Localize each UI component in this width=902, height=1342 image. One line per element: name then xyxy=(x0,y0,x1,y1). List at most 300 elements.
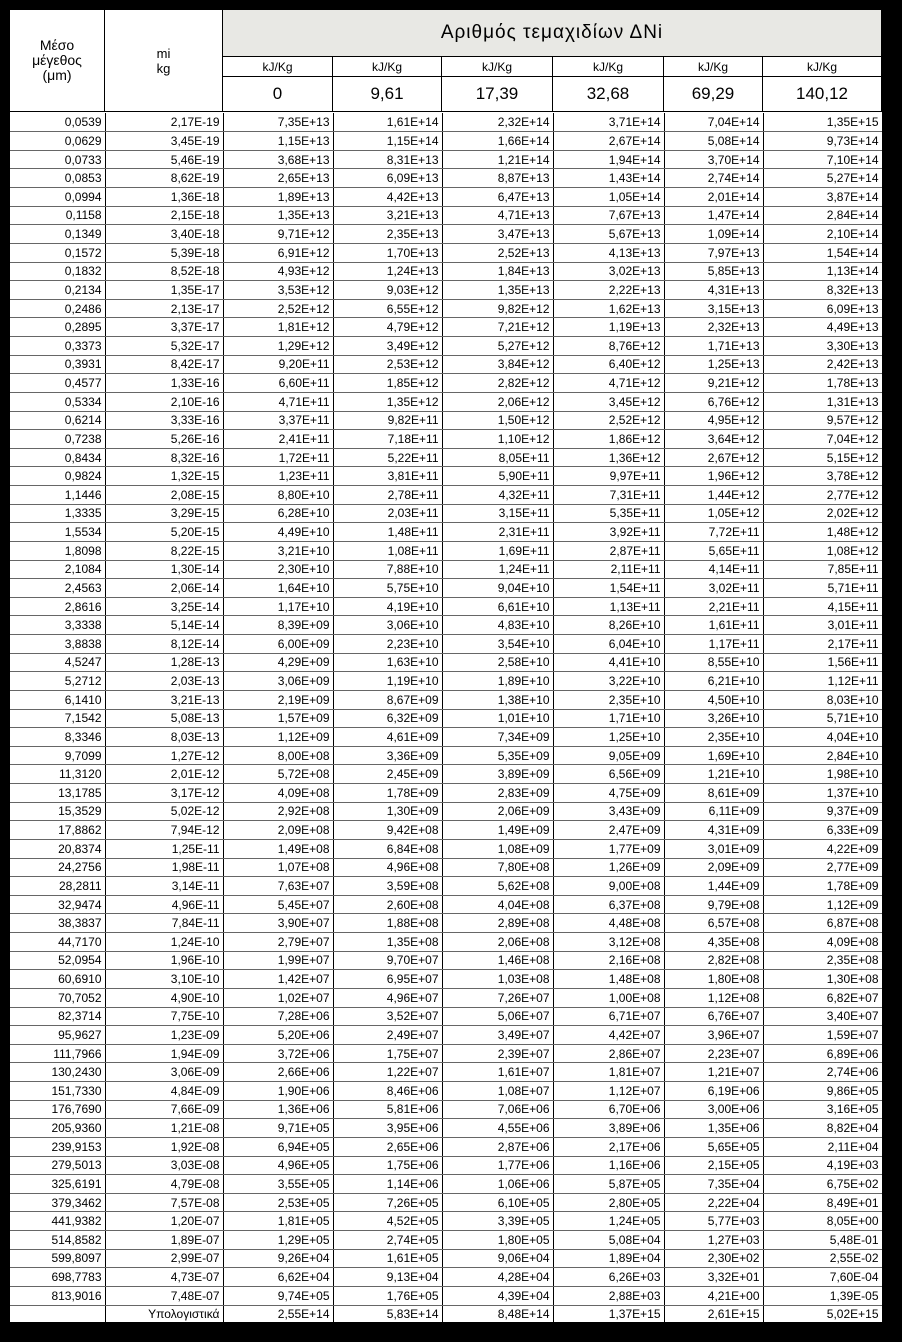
table-row xyxy=(10,970,882,989)
count-cell: 1,47E+14 xyxy=(664,206,763,225)
mass-cell: 2,99E-07 xyxy=(105,1249,223,1268)
count-cell: 9,06E+04 xyxy=(442,1249,553,1268)
count-cell: 6,21E+10 xyxy=(664,672,763,691)
table-row xyxy=(10,616,882,635)
table-row xyxy=(10,1082,882,1101)
count-cell: 2,06E+12 xyxy=(442,392,553,411)
table-row xyxy=(10,821,882,840)
size-cell: 2,4563 xyxy=(10,579,105,598)
mass-cell: 8,12E-14 xyxy=(105,635,223,654)
size-cell: 0,0733 xyxy=(10,150,105,169)
count-cell: 7,06E+06 xyxy=(442,1100,553,1119)
count-cell: 5,20E+06 xyxy=(223,1026,333,1045)
size-cell: 60,6910 xyxy=(10,970,105,989)
count-cell: 3,21E+13 xyxy=(333,206,442,225)
count-cell: 3,78E+12 xyxy=(763,467,882,486)
table-row xyxy=(10,951,882,970)
count-cell: 5,35E+11 xyxy=(553,504,664,523)
table-row xyxy=(10,1231,882,1250)
count-cell: 2,60E+08 xyxy=(333,895,442,914)
count-cell: 1,05E+14 xyxy=(553,188,664,207)
count-cell: 4,13E+13 xyxy=(553,243,664,262)
table-row xyxy=(10,113,882,132)
mass-cell: 8,62E-19 xyxy=(105,169,223,188)
count-cell: 4,49E+13 xyxy=(763,318,882,337)
count-cell: 2,09E+09 xyxy=(664,858,763,877)
mass-cell: 4,79E-08 xyxy=(105,1175,223,1194)
size-cell: 2,1084 xyxy=(10,560,105,579)
count-cell: 9,00E+08 xyxy=(553,877,664,896)
size-cell: 5,2712 xyxy=(10,672,105,691)
size-cell: 8,3346 xyxy=(10,728,105,747)
count-cell: 2,31E+11 xyxy=(442,523,553,542)
count-cell: 3,36E+09 xyxy=(333,746,442,765)
count-cell: 3,68E+13 xyxy=(223,150,333,169)
table-row xyxy=(10,858,882,877)
mass-cell: 2,06E-14 xyxy=(105,579,223,598)
size-cell: 0,2895 xyxy=(10,318,105,337)
size-cell: 279,5013 xyxy=(10,1156,105,1175)
count-cell: 1,59E+07 xyxy=(763,1026,882,1045)
count-cell: 4,95E+12 xyxy=(664,411,763,430)
count-cell: 3,49E+07 xyxy=(442,1026,553,1045)
particle-count-title: Αριθμός τεμαχιδίων ΔΝi xyxy=(223,10,882,57)
count-cell: 4,42E+07 xyxy=(553,1026,664,1045)
count-cell: 8,05E+11 xyxy=(442,448,553,467)
count-cell: 2,35E+10 xyxy=(664,728,763,747)
count-cell: 3,53E+12 xyxy=(223,281,333,300)
count-cell: 1,61E+07 xyxy=(442,1063,553,1082)
count-cell: 9,05E+09 xyxy=(553,746,664,765)
mass-cell: 7,48E-07 xyxy=(105,1286,223,1305)
count-cell: 1,27E+03 xyxy=(664,1231,763,1250)
table-row xyxy=(10,262,882,281)
count-cell: 2,11E+04 xyxy=(763,1137,882,1156)
size-cell: 151,7330 xyxy=(10,1082,105,1101)
count-cell: 9,71E+05 xyxy=(223,1119,333,1138)
count-cell: 6,47E+13 xyxy=(442,188,553,207)
size-cell: 205,9360 xyxy=(10,1119,105,1138)
count-cell: 5,48E-01 xyxy=(763,1231,882,1250)
size-cell: 70,7052 xyxy=(10,988,105,1007)
count-cell: 2,55E+14 xyxy=(223,1305,333,1322)
table-row xyxy=(10,355,882,374)
count-cell: 3,70E+14 xyxy=(664,150,763,169)
count-cell: 9,03E+12 xyxy=(333,281,442,300)
unit-label: kJ/Kg xyxy=(442,57,553,77)
table-row xyxy=(10,1156,882,1175)
size-cell: 95,9627 xyxy=(10,1026,105,1045)
count-cell: 1,25E+10 xyxy=(553,728,664,747)
count-cell: 9,57E+12 xyxy=(763,411,882,430)
count-cell: 1,78E+09 xyxy=(333,784,442,803)
count-cell: 7,04E+14 xyxy=(664,113,763,132)
count-cell: 6,09E+13 xyxy=(333,169,442,188)
size-cell: 379,3462 xyxy=(10,1193,105,1212)
count-cell: 7,97E+13 xyxy=(664,243,763,262)
count-cell: 2,21E+11 xyxy=(664,597,763,616)
count-cell: 3,12E+08 xyxy=(553,933,664,952)
count-cell: 2,11E+11 xyxy=(553,560,664,579)
count-cell: 6,62E+04 xyxy=(223,1268,333,1287)
count-cell: 6,75E+02 xyxy=(763,1175,882,1194)
count-cell: 2,32E+14 xyxy=(442,113,553,132)
count-cell: 1,24E+11 xyxy=(442,560,553,579)
count-cell: 2,03E+11 xyxy=(333,504,442,523)
count-cell: 7,28E+06 xyxy=(223,1007,333,1026)
table-row xyxy=(10,1268,882,1287)
count-cell: 2,17E+11 xyxy=(763,635,882,654)
count-cell: 1,13E+14 xyxy=(763,262,882,281)
count-cell: 1,35E+08 xyxy=(333,933,442,952)
table-row xyxy=(10,579,882,598)
mass-cell: 5,39E-18 xyxy=(105,243,223,262)
count-cell: 4,21E+00 xyxy=(664,1286,763,1305)
count-cell: 1,35E+12 xyxy=(333,392,442,411)
count-cell: 2,45E+09 xyxy=(333,765,442,784)
size-cell: 2,8616 xyxy=(10,597,105,616)
count-cell: 2,55E-02 xyxy=(763,1249,882,1268)
particle-count-table-sheet xyxy=(10,10,882,1322)
size-cell: 0,0994 xyxy=(10,188,105,207)
table-row xyxy=(10,709,882,728)
table-row xyxy=(10,281,882,300)
count-cell: 3,06E+09 xyxy=(223,672,333,691)
count-cell: 5,90E+11 xyxy=(442,467,553,486)
count-cell: 1,22E+07 xyxy=(333,1063,442,1082)
count-cell: 3,26E+10 xyxy=(664,709,763,728)
count-cell: 9,04E+10 xyxy=(442,579,553,598)
mass-cell: 1,98E-11 xyxy=(105,858,223,877)
mass-cell: Υπολογιστικά xyxy=(105,1305,223,1322)
size-cell: 239,9153 xyxy=(10,1137,105,1156)
table-row xyxy=(10,1063,882,1082)
count-cell: 5,08E+04 xyxy=(553,1231,664,1250)
size-cell: 0,8434 xyxy=(10,448,105,467)
count-cell: 7,26E+05 xyxy=(333,1193,442,1212)
count-cell: 2,09E+08 xyxy=(223,821,333,840)
count-cell: 1,69E+11 xyxy=(442,541,553,560)
count-cell: 4,61E+09 xyxy=(333,728,442,747)
count-cell: 2,61E+15 xyxy=(664,1305,763,1322)
count-cell: 8,03E+10 xyxy=(763,690,882,709)
mass-cell: 5,02E-12 xyxy=(105,802,223,821)
count-cell: 3,72E+06 xyxy=(223,1044,333,1063)
count-cell: 3,21E+10 xyxy=(223,541,333,560)
count-cell: 2,10E+14 xyxy=(763,225,882,244)
table-row xyxy=(10,467,882,486)
count-cell: 3,45E+12 xyxy=(553,392,664,411)
size-cell: 38,3837 xyxy=(10,914,105,933)
mass-cell: 3,29E-15 xyxy=(105,504,223,523)
table-row xyxy=(10,690,882,709)
size-cell: 0,6214 xyxy=(10,411,105,430)
size-cell: 698,7783 xyxy=(10,1268,105,1287)
mass-cell: 1,32E-15 xyxy=(105,467,223,486)
count-cell: 2,30E+02 xyxy=(664,1249,763,1268)
size-cell: 0,2486 xyxy=(10,299,105,318)
count-cell: 8,39E+09 xyxy=(223,616,333,635)
count-cell: 1,35E+13 xyxy=(223,206,333,225)
count-cell: 8,05E+00 xyxy=(763,1212,882,1231)
count-cell: 3,81E+11 xyxy=(333,467,442,486)
mass-cell: 2,17E-19 xyxy=(105,113,223,132)
count-cell: 2,41E+11 xyxy=(223,430,333,449)
count-cell: 3,87E+14 xyxy=(763,188,882,207)
count-cell: 2,02E+12 xyxy=(763,504,882,523)
count-cell: 1,16E+06 xyxy=(553,1156,664,1175)
mass-cell: 1,24E-10 xyxy=(105,933,223,952)
count-cell: 1,75E+06 xyxy=(333,1156,442,1175)
count-cell: 3,30E+13 xyxy=(763,337,882,356)
count-cell: 4,19E+10 xyxy=(333,597,442,616)
count-cell: 1,24E+05 xyxy=(553,1212,664,1231)
count-cell: 3,40E+07 xyxy=(763,1007,882,1026)
count-cell: 1,89E+04 xyxy=(553,1249,664,1268)
unit-label: kJ/Kg xyxy=(333,57,442,77)
count-cell: 9,74E+05 xyxy=(223,1286,333,1305)
table-row xyxy=(10,392,882,411)
count-cell: 5,62E+08 xyxy=(442,877,553,896)
count-cell: 5,72E+08 xyxy=(223,765,333,784)
mass-cell: 1,35E-17 xyxy=(105,281,223,300)
count-cell: 1,90E+06 xyxy=(223,1082,333,1101)
count-cell: 8,87E+13 xyxy=(442,169,553,188)
count-cell: 8,80E+10 xyxy=(223,486,333,505)
size-cell: 0,5334 xyxy=(10,392,105,411)
count-cell: 3,95E+06 xyxy=(333,1119,442,1138)
count-cell: 2,78E+11 xyxy=(333,486,442,505)
mass-cell: 8,22E-15 xyxy=(105,541,223,560)
table-row xyxy=(10,1119,882,1138)
count-cell: 1,66E+14 xyxy=(442,132,553,151)
table-row xyxy=(10,765,882,784)
count-cell: 3,96E+07 xyxy=(664,1026,763,1045)
table-row xyxy=(10,1175,882,1194)
size-cell: 44,7170 xyxy=(10,933,105,952)
count-cell: 1,35E+13 xyxy=(442,281,553,300)
count-cell: 1,89E+10 xyxy=(442,672,553,691)
count-cell: 2,65E+06 xyxy=(333,1137,442,1156)
count-cell: 3,16E+05 xyxy=(763,1100,882,1119)
count-cell: 2,67E+14 xyxy=(553,132,664,151)
count-cell: 1,29E+05 xyxy=(223,1231,333,1250)
count-cell: 4,09E+08 xyxy=(223,784,333,803)
size-cell: 0,2134 xyxy=(10,281,105,300)
count-cell: 1,75E+07 xyxy=(333,1044,442,1063)
count-cell: 4,52E+05 xyxy=(333,1212,442,1231)
count-cell: 1,69E+10 xyxy=(664,746,763,765)
size-cell: 20,8374 xyxy=(10,839,105,858)
count-cell: 6,70E+06 xyxy=(553,1100,664,1119)
count-cell: 2,89E+08 xyxy=(442,914,553,933)
count-cell: 3,01E+11 xyxy=(763,616,882,635)
count-cell: 1,70E+13 xyxy=(333,243,442,262)
count-cell: 1,49E+08 xyxy=(223,839,333,858)
count-cell: 3,15E+13 xyxy=(664,299,763,318)
size-cell: 7,1542 xyxy=(10,709,105,728)
count-cell: 6,71E+07 xyxy=(553,1007,664,1026)
count-cell: 2,53E+12 xyxy=(333,355,442,374)
count-cell: 6,84E+08 xyxy=(333,839,442,858)
count-cell: 4,96E+07 xyxy=(333,988,442,1007)
count-cell: 2,67E+12 xyxy=(664,448,763,467)
mass-cell: 2,15E-18 xyxy=(105,206,223,225)
mass-cell: 7,57E-08 xyxy=(105,1193,223,1212)
mass-cell: 3,25E-14 xyxy=(105,597,223,616)
count-cell: 5,67E+13 xyxy=(553,225,664,244)
table-row xyxy=(10,225,882,244)
count-cell: 2,88E+03 xyxy=(553,1286,664,1305)
count-cell: 3,43E+09 xyxy=(553,802,664,821)
table-row xyxy=(10,448,882,467)
count-cell: 2,58E+10 xyxy=(442,653,553,672)
count-cell: 2,32E+13 xyxy=(664,318,763,337)
table-row xyxy=(10,597,882,616)
table-header xyxy=(10,10,882,112)
mass-cell: 3,37E-17 xyxy=(105,318,223,337)
data-table xyxy=(10,113,882,1322)
count-cell: 8,49E+01 xyxy=(763,1193,882,1212)
count-cell: 1,56E+11 xyxy=(763,653,882,672)
count-cell: 2,47E+09 xyxy=(553,821,664,840)
mass-cell: 3,06E-09 xyxy=(105,1063,223,1082)
size-cell: 0,7238 xyxy=(10,430,105,449)
count-cell: 2,16E+08 xyxy=(553,951,664,970)
size-cell: 514,8582 xyxy=(10,1231,105,1250)
unit-label: kJ/Kg xyxy=(664,57,763,77)
mass-cell: 3,40E-18 xyxy=(105,225,223,244)
size-cell: 441,9382 xyxy=(10,1212,105,1231)
count-cell: 1,46E+08 xyxy=(442,951,553,970)
mass-cell: 2,13E-17 xyxy=(105,299,223,318)
size-cell: 111,7966 xyxy=(10,1044,105,1063)
count-cell: 2,35E+13 xyxy=(333,225,442,244)
size-cell: 1,8098 xyxy=(10,541,105,560)
count-cell: 9,71E+12 xyxy=(223,225,333,244)
count-cell: 1,77E+09 xyxy=(553,839,664,858)
count-cell: 1,21E+14 xyxy=(442,150,553,169)
count-cell: 1,81E+12 xyxy=(223,318,333,337)
count-cell: 1,61E+05 xyxy=(333,1249,442,1268)
mass-cell: 1,21E-08 xyxy=(105,1119,223,1138)
count-cell: 7,34E+09 xyxy=(442,728,553,747)
count-cell: 4,15E+11 xyxy=(763,597,882,616)
count-cell: 2,52E+12 xyxy=(223,299,333,318)
mass-cell: 3,03E-08 xyxy=(105,1156,223,1175)
count-cell: 1,72E+11 xyxy=(223,448,333,467)
count-cell: 1,25E+13 xyxy=(664,355,763,374)
count-cell: 1,71E+10 xyxy=(553,709,664,728)
count-cell: 1,85E+12 xyxy=(333,374,442,393)
count-cell: 1,00E+08 xyxy=(553,988,664,1007)
size-cell: 0,0539 xyxy=(10,113,105,132)
count-cell: 9,82E+11 xyxy=(333,411,442,430)
count-cell: 1,23E+11 xyxy=(223,467,333,486)
table-row xyxy=(10,635,882,654)
energy-value-header: 0 xyxy=(223,77,333,112)
count-cell: 2,79E+07 xyxy=(223,933,333,952)
count-cell: 4,31E+09 xyxy=(664,821,763,840)
count-cell: 5,65E+11 xyxy=(664,541,763,560)
table-row xyxy=(10,988,882,1007)
size-cell: 0,3373 xyxy=(10,337,105,356)
count-cell: 2,74E+14 xyxy=(664,169,763,188)
mass-cell: 1,33E-16 xyxy=(105,374,223,393)
table-row xyxy=(10,914,882,933)
count-cell: 6,32E+09 xyxy=(333,709,442,728)
count-cell: 5,75E+10 xyxy=(333,579,442,598)
mass-cell: 1,23E-09 xyxy=(105,1026,223,1045)
count-cell: 1,61E+11 xyxy=(664,616,763,635)
count-cell: 1,26E+09 xyxy=(553,858,664,877)
size-cell: 4,5247 xyxy=(10,653,105,672)
count-cell: 2,35E+10 xyxy=(553,690,664,709)
count-cell: 1,50E+12 xyxy=(442,411,553,430)
count-cell: 3,71E+14 xyxy=(553,113,664,132)
count-cell: 2,19E+09 xyxy=(223,690,333,709)
count-cell: 9,42E+08 xyxy=(333,821,442,840)
count-cell: 1,19E+13 xyxy=(553,318,664,337)
count-cell: 2,06E+09 xyxy=(442,802,553,821)
count-cell: 2,01E+14 xyxy=(664,188,763,207)
count-cell: 8,67E+09 xyxy=(333,690,442,709)
table-row xyxy=(10,839,882,858)
size-cell: 1,1446 xyxy=(10,486,105,505)
count-cell: 2,22E+04 xyxy=(664,1193,763,1212)
count-cell: 4,04E+08 xyxy=(442,895,553,914)
mass-cell: 4,84E-09 xyxy=(105,1082,223,1101)
energy-value-header: 140,12 xyxy=(763,77,882,112)
count-cell: 1,42E+07 xyxy=(223,970,333,989)
table-row xyxy=(10,337,882,356)
mass-cell: 1,25E-11 xyxy=(105,839,223,858)
count-cell: 1,48E+08 xyxy=(553,970,664,989)
count-cell: 2,82E+12 xyxy=(442,374,553,393)
count-cell: 2,23E+10 xyxy=(333,635,442,654)
count-cell: 1,71E+13 xyxy=(664,337,763,356)
count-cell: 2,86E+07 xyxy=(553,1044,664,1063)
count-cell: 4,50E+10 xyxy=(664,690,763,709)
count-cell: 5,06E+07 xyxy=(442,1007,553,1026)
size-cell: 17,8862 xyxy=(10,821,105,840)
totals-row xyxy=(10,1305,882,1322)
count-cell: 2,84E+10 xyxy=(763,746,882,765)
table-row xyxy=(10,374,882,393)
unit-label: kJ/Kg xyxy=(553,57,664,77)
count-cell: 2,80E+05 xyxy=(553,1193,664,1212)
count-cell: 6,28E+10 xyxy=(223,504,333,523)
count-cell: 1,94E+14 xyxy=(553,150,664,169)
count-cell: 3,54E+10 xyxy=(442,635,553,654)
energy-value-header: 32,68 xyxy=(553,77,664,112)
count-cell: 1,10E+12 xyxy=(442,430,553,449)
table-row xyxy=(10,1137,882,1156)
count-cell: 1,38E+10 xyxy=(442,690,553,709)
size-cell: 9,7099 xyxy=(10,746,105,765)
mass-cell: 2,01E-12 xyxy=(105,765,223,784)
count-cell: 4,28E+04 xyxy=(442,1268,553,1287)
count-cell: 4,04E+10 xyxy=(763,728,882,747)
count-cell: 1,62E+13 xyxy=(553,299,664,318)
count-cell: 4,49E+10 xyxy=(223,523,333,542)
count-cell: 5,45E+07 xyxy=(223,895,333,914)
count-cell: 4,71E+12 xyxy=(553,374,664,393)
count-cell: 6,95E+07 xyxy=(333,970,442,989)
table-row xyxy=(10,169,882,188)
count-cell: 3,55E+05 xyxy=(223,1175,333,1194)
count-cell: 3,37E+11 xyxy=(223,411,333,430)
